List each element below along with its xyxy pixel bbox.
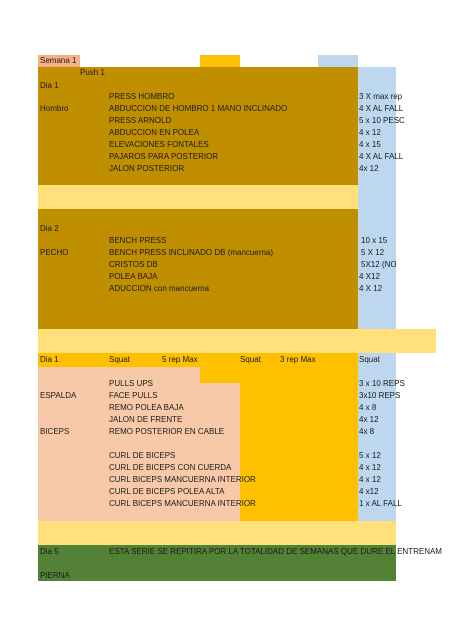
semana-label: Semana 1: [40, 56, 77, 65]
day2-reps-1: 10 x 15: [361, 236, 388, 245]
rep-max-label-2: 3 rep Max: [280, 355, 316, 364]
pull-ex-2: FACE PULLS: [109, 391, 158, 400]
day1-reps-7: 4x 12: [359, 164, 379, 173]
day2-ex-2: BENCH PRESS INCLINADO DB (mancuerna): [109, 248, 274, 257]
day2-reps-4: 4 X12: [359, 272, 380, 281]
day2-ex-4: POLEA BAJA: [109, 272, 158, 281]
push-label: Push 1: [80, 68, 105, 77]
biceps-ex-1: CURL DE BICEPS: [109, 451, 176, 460]
day2-ex-5: ADUCCION con mancuerna: [109, 284, 210, 293]
biceps-ex-3: CURL BICEPS MANCUERNA INTERIOR: [109, 475, 256, 484]
day2-reps-2: 5 X 12: [361, 248, 385, 257]
pull-day-label: Dia 1: [40, 355, 59, 364]
pull-reps-2: 3x10 REPS: [359, 391, 401, 400]
pull-ex-1: PULLS UPS: [109, 379, 154, 388]
pull-group-espalda: ESPALDA: [40, 391, 77, 400]
day2-ex-1: BENCH PRESS: [109, 236, 167, 245]
squat-label-2: Squat: [240, 355, 261, 364]
biceps-reps-4: 4 x12: [359, 487, 379, 496]
day2-label: Dia 2: [40, 224, 59, 233]
squat-label-1: Squat: [109, 355, 130, 364]
day1-reps-6: 4 X AL FALL: [359, 152, 404, 161]
day1-reps-4: 4 x 12: [359, 128, 381, 137]
day1-group: Hombro: [40, 104, 69, 113]
day1-reps-2: 4 X AL FALL: [359, 104, 404, 113]
day1-ex-7: JALON POSTERIOR: [109, 164, 185, 173]
biceps-reps-1: 5 x 12: [359, 451, 381, 460]
day2-ex-3: CRISTOS DB: [109, 260, 158, 269]
day1-reps-5: 4 x 15: [359, 140, 381, 149]
day2-panel: [38, 209, 358, 329]
biceps-reps-2: 4 x 12: [359, 463, 381, 472]
day1-ex-2: ABDUCCION DE HOMBRO 1 MANO INCLINADO: [109, 104, 288, 113]
separator-band-1-blue: [358, 185, 396, 209]
day1-ex-3: PRESS ARNOLD: [109, 116, 172, 125]
header-blue-cell: [318, 55, 358, 67]
day5-group: PIERNA: [40, 571, 70, 580]
day1-label: Dia 1: [40, 81, 59, 90]
day1-ex-5: ELEVACIONES FONTALES: [109, 140, 209, 149]
pull-reps-5: 4x 8: [359, 427, 375, 436]
pull-reps-4: 4x 12: [359, 415, 379, 424]
separator-band-2: [38, 329, 436, 353]
squat-label-3: Squat: [359, 355, 380, 364]
day5-label: Dia 5: [40, 547, 59, 556]
rep-max-label-1: 5 rep Max: [162, 355, 198, 364]
day1-ex-6: PAJAROS PARA POSTERIOR: [109, 152, 219, 161]
biceps-reps-3: 4 x 12: [359, 475, 381, 484]
pull-amber-top: [200, 367, 358, 383]
header-amber-cell: [200, 55, 240, 67]
day1-ex-1: PRESS HOMBRO: [109, 92, 175, 101]
pull-group-biceps: BICEPS: [40, 427, 70, 436]
pull-ex-4: JALON DE FRENTE: [109, 415, 183, 424]
pull-ex-3: REMO POLEA BAJA: [109, 403, 184, 412]
biceps-ex-4: CURL DE BICEPS POLEA ALTA: [109, 487, 225, 496]
biceps-ex-2: CURL DE BICEPS CON CUERDA: [109, 463, 232, 472]
biceps-ex-5: CURL BICEPS MANCUERNA INTERIOR: [109, 499, 256, 508]
day1-reps-3: 5 x 10 PESC: [359, 116, 405, 125]
pull-reps-3: 4 x 8: [359, 403, 377, 412]
day2-reps-3: 5X12 (NO: [361, 260, 397, 269]
pull-amber-right: [240, 383, 358, 521]
pull-reps-1: 3 x 10 REPS: [359, 379, 405, 388]
separator-band-1: [38, 185, 358, 209]
day2-reps-5: 4 X 12: [359, 284, 383, 293]
day5-note: ESTA SERIE SE REPITIRA POR LA TOTALIDAD DE SEMANAS QUE DURE EL ENTRENAM: [109, 547, 442, 556]
day2-group: PECHO: [40, 248, 69, 257]
day1-ex-4: ABDUCCION EN POLEA: [109, 128, 200, 137]
separator-band-3: [38, 521, 396, 545]
day1-panel: [38, 67, 358, 185]
pull-ex-5: REMO POSTERIOR EN CABLE: [109, 427, 225, 436]
biceps-reps-5: 1 x AL FALL: [359, 499, 402, 508]
day1-reps-1: 3 X max rep: [359, 92, 403, 101]
